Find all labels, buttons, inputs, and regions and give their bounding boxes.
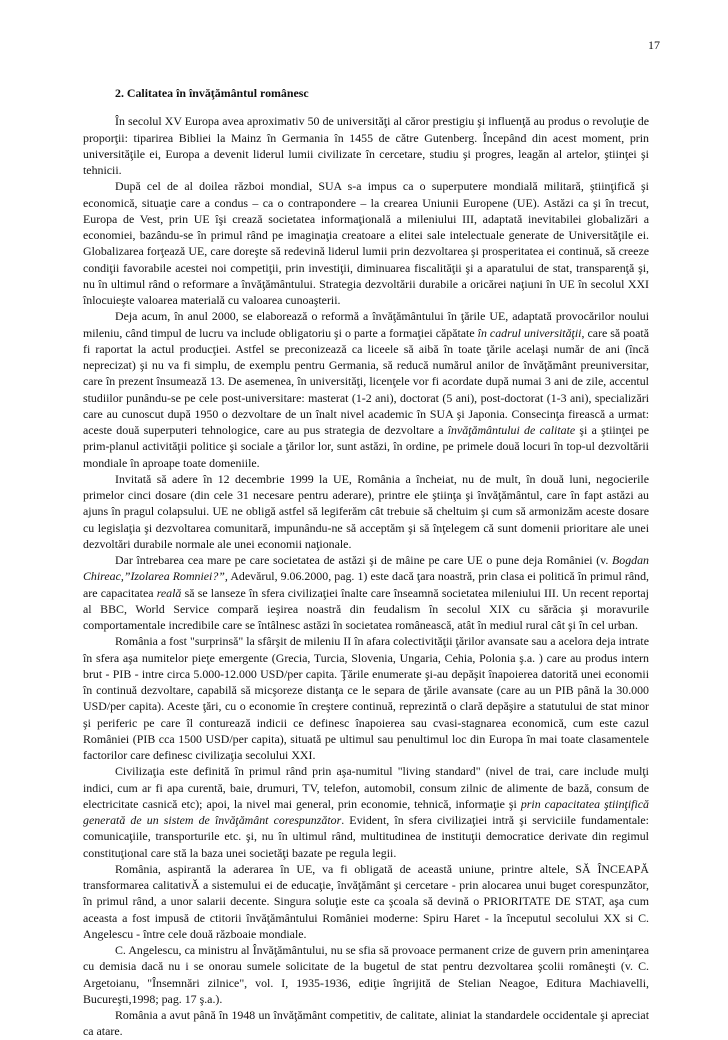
text-run: , care să poată fi raportat la actul producţiei. Astfel se preconizează ca liceele să aibă în toate ţările acelaşi număr de ani (încă neprecizat) şi nu va fi simplu, de exemplu pentru Germania, să reducă numărul anilor de învăţământ preuniversitar, care în prezent însumează 13. De asemenea, în universităţi, licenţele vor fi acordate după numai 3 ani de zile, accentul studiilor punându-se pe cele post-universitare: masterat (1-2 ani), doctorat (5 ani), post-doctorat (1-3 ani), specializări care au cunoscut după 1950 o dezvoltare de un înalt nivel academic în SUA şi Japonia. Consecinţa firească a urmat: aceste două superputeri tehnologice, care au pus strategia de dezvoltare a [83, 325, 649, 437]
text-run: Adevărul, 9.06.2000, pag. 1) este dacă ţara noastră, prin clasa ei politică în primul rând, are capacitatea [83, 569, 649, 600]
text-run: Invitată să adere în 12 decembrie 1999 la UE, România a încheiat, nu de mult, în două luni, negocierile primelor cinci dosare (din cele 31 necesare pentru aderare), printre ele ştiinţa şi învăţământul, care în fapt astăzi au ajuns în pragul colapsului. UE ne obligă astfel să legiferăm cât trebuie să cheltuim şi cum să armonizăm aceste dosare cu legislaţia şi dezvoltarea comunitară, impunându-ne să acceptăm şi să înţelegem că sunt domenii prioritare ale unei dezvoltări durabile normale ale unei economii naţionale. [83, 471, 649, 551]
text-run: Civilizaţia este definită în primul rând prin aşa-numitul "living standard" (nivel de trai, care include mulţi indici, cum ar fi apa curentă, baie, drumuri, TV, telefon, automobil, consum zilnic de alimente de bază, consum de electricitate casnică etc); apoi, la nivel mai general, prin economie, tehnică, informaţie şi [83, 764, 649, 811]
paragraph [83, 942, 649, 1007]
paragraph-list [83, 113, 649, 1039]
italic-text: în cadrul universităţii [477, 325, 582, 340]
paragraph [83, 113, 649, 178]
document-body [83, 85, 649, 1040]
text-run: să se lanseze în sfera civilizaţiei înalte care înseamnă societatea mileniului III. Un recent reportaj al BBC, World Service compară ieşirea noastră din feudalism în secolul XIX cu sărăcia şi moravurile comportamentale incredibile care se întâlnesc astăzi în societatea românească, atât în mediul rural cât şi în cel urban. [83, 585, 649, 632]
text-run: În secolul XV Europa avea aproximativ 50 de universităţi al căror prestigiu şi influenţă au produs o revoluţie de proporţii: tiparirea Bibliei la Mainz în Germania în 1455 de către Gutenberg. Începând din acest moment, prin universităţile ei, Europa a devenit liderul lumii civilizate în cercetare, studiu şi progres, leagăn al artelor, ştiinţei şi tehnicii. [83, 114, 649, 177]
paragraph [83, 633, 649, 763]
text-run: . Evident, în sfera civilizaţiei intră şi serviciile fundamentale: comunicaţiile, transporturile etc. şi, nu în ultimul rând, multitudinea de instituţii democratice derivate din regimul constituţional care stă la baza unei societăţi bazate pe regula legii. [83, 813, 649, 860]
text-run: După cel de al doilea război mondial, SUA s-a impus ca o superputere mondială militară, ştiinţifică şi economică, situaţie care a condus – ca o contrapondere – la crearea Uniunii Europene (UE). Astăzi ca şi în trecut, Europa de Vest, prin UE îşi crează societatea informaţională a mileniului III, adaptată inevitabilei globalizări a economiei, bazându-se în primul rând pe imaginaţia creatoare a elitei sale intelectuale generate de Universităţile ei. Globalizarea forţează UE, care doreşte să redevină liderul lumii prin dezvoltarea şi prosperitatea ei continuă, să creeze condiţii favorabile acestei noi competiţii, prin investiţii, diminuarea fiscalităţii şi a aparatului de stat, transparenţă şi, nu în ultimul rând o reformare a învăţământului. Strategia dezvoltării durabile a oricărei naţiuni în UE în secolul XXI înlocuieşte valoarea materială cu valoarea cunoaşterii. [83, 179, 649, 307]
text-run: Dar întrebarea cea mare pe care societatea de astăzi şi de mâine pe care UE o pune deja României (v. [115, 553, 612, 567]
text-run: C. Angelescu, ca ministru al Învăţământului, nu se sfia să provoace permanent crize de guvern prin ameninţarea cu demisia dacă nu i se onorau sumele solicitate de la bugetul de stat pentru dezvoltarea şcolii româneşti (v. C. Argetoianu, "Însemnări zilnice", vol. I, 1935-1936, ediţie îngrijită de Stelian Neagoe, Editura Machiavelli, Bucureşti,1998; pag. 17 ş.a.). [83, 943, 649, 1006]
text-run: Deja acum, în anul 2000, se elaborează o reformă a învăţământului în ţările UE, adaptată provocărilor noului mileniu, când timpul de lucru va include obligatoriu şi o parte a formaţiei căpătate [83, 309, 649, 340]
paragraph [83, 1007, 649, 1040]
text-run: România, aspirantă la aderarea în UE, va fi obligată de această uniune, printre altele, SĂ ÎNCEAPĂ transformarea calitativĂ a sistemului ei de educaţie, învăţământ şi cercetare - prin alocarea unui buget corespunzător, în primul rând, a unor salarii decente. Singura soluţie este ca şcoala să devină o PRIORITATE DE STAT, aşa cum aceasta a fost impusă de ctitorii învăţământului României moderne: Spiru Haret - la începutul secolului XX si C. Angelescu - între cele două războaie mondiale. [83, 861, 649, 941]
paragraph [83, 471, 649, 552]
text-run: şi a ştiinţei pe prim-planul activităţii politice şi sociale a ţărilor lor, sunt astăzi, în ordine, pe primele două locuri în top-ul dezvoltării mondiale în aproape toate domeniile. [83, 423, 649, 470]
italic-text: reală [156, 585, 182, 600]
italic-text: învăţământului de calitate [447, 423, 576, 437]
italic-text: Bogdan Chireac,”Izolarea Romniei?”, [83, 553, 649, 584]
paragraph [83, 763, 649, 861]
section-heading: 2. Calitatea în învăţământul românesc [115, 86, 309, 100]
paragraph [83, 552, 649, 633]
paragraph [83, 178, 649, 308]
text-run: România a avut până în 1948 un învăţământ competitiv, de calitate, aliniat la standardele occidentale şi apreciat ca atare. [83, 1008, 649, 1039]
text-run: România a fost "surprinsă" la sfârşit de mileniu II în afara colectivităţii ţărilor avansate sau a acelora deja intrate în sfera aşa numitelor pieţe emergente (Grecia, Turcia, Slovenia, Ungaria, Cehia, Polonia ş.a. ) care au produs intern brut - PIB - intre circa 5.000-12.000 USD/per capita. Ţările enumerate şi-au depăşit înapoierea datorită unei economii în continuă dezvoltare, capabilă să micşoreze distanţa ce le separa de ţările avansate (care au un PIB până la 30.000 USD/per capita). Aceste ţări, cu o economie în creştere continuă, reprezintă o clară depăşire a statutului de stat minor şi periferic pe care îl conturează indicii ce definesc înapoierea sau cvasi-stagnarea economică, cum este cazul României (PIB cca 1500 USD/per capita), situată pe ultimul sau penultimul loc din Europa în mai toate clasamentele factorilor care definesc civilizaţia secolului XXI. [83, 634, 649, 762]
paragraph [83, 308, 649, 471]
page-number: 17 [648, 38, 660, 52]
paragraph [83, 861, 649, 942]
italic-text: prin capacitatea ştiinţifică generată de un sistem de învăţământ corespunzător [83, 796, 649, 827]
